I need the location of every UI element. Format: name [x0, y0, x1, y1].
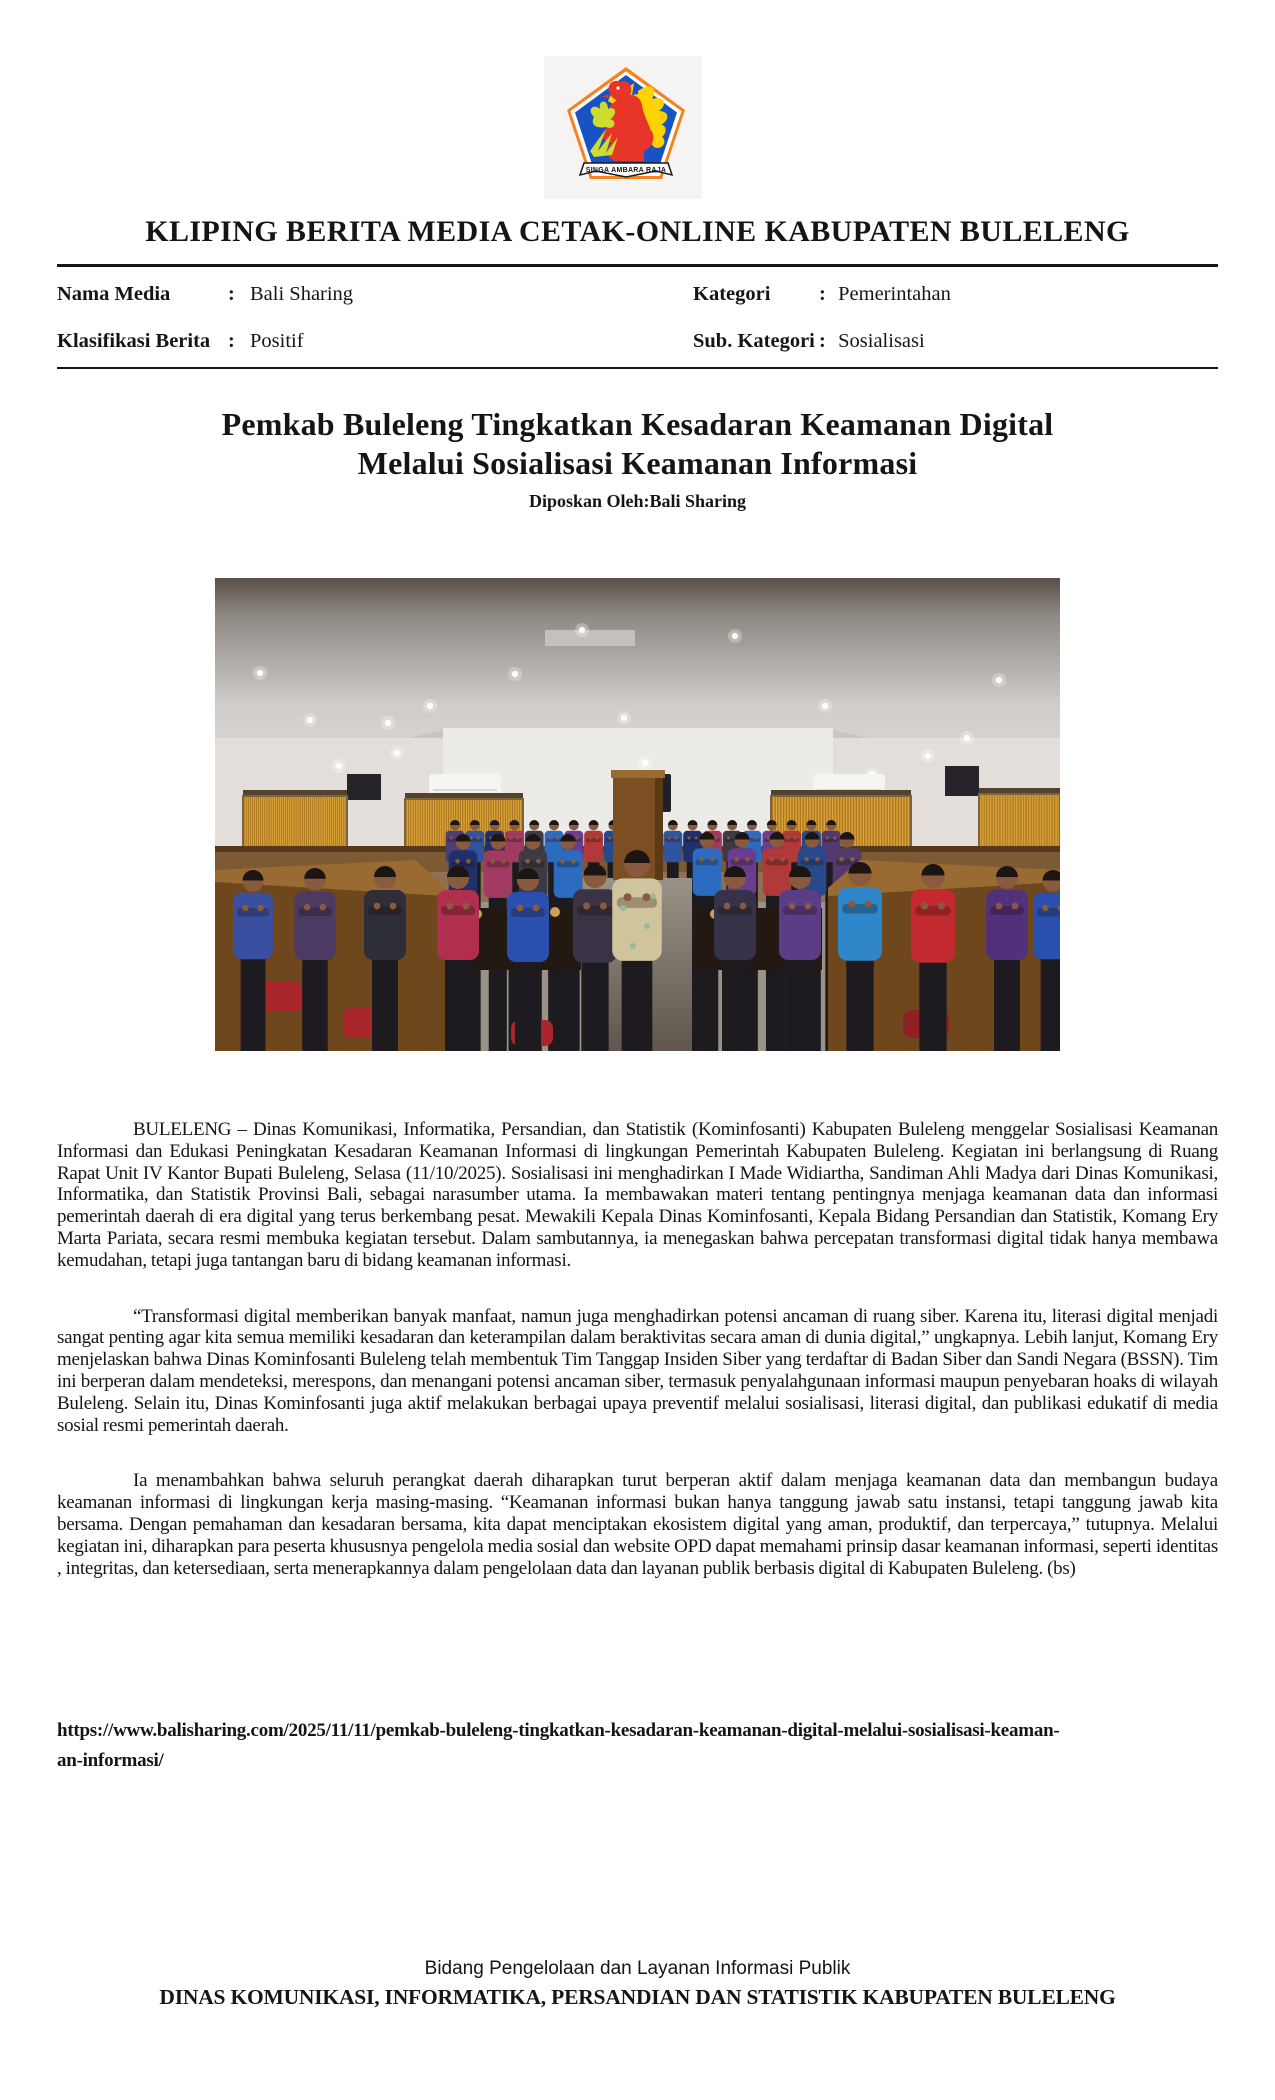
divider-meta: [57, 367, 1218, 369]
meta-label: Sub. Kategori: [693, 330, 815, 352]
meta-value: Bali Sharing: [250, 283, 354, 305]
meta-row-nama-media: [57, 283, 353, 306]
meta-colon: :: [228, 330, 235, 352]
meta-row-sub-kategori: [693, 330, 925, 353]
buleleng-coat-of-arms-icon: [560, 62, 692, 188]
meeting-room-photo-illustration: [215, 578, 1060, 1051]
divider-top: [57, 264, 1218, 267]
article-title: [0, 405, 1275, 483]
article-byline: Diposkan Oleh:Bali Sharing: [528, 491, 747, 511]
article-title-line2: Melalui Sosialisasi Keamanan Informasi: [357, 445, 918, 481]
meta-value: Pemerintahan: [838, 283, 951, 305]
article-body: [57, 1119, 1218, 1613]
meta-value: Sosialisasi: [838, 330, 925, 352]
meta-row-kategori: [693, 283, 951, 306]
paragraph-1: BULELENG – Dinas Komunikasi, Informatika, Persandian, dan Statistik (Kominfosanti) Kabupaten Buleleng menggelar Sosialisasi Keamanan Informasi dan Edukasi Peningkatan Kesadaran Keamanan Informasi di lingkungan Pemerintah Kabupaten Buleleng. Kegiatan ini berlangsung di Ruang Rapat Unit IV Kantor Bupati Buleleng, Selasa (11/10/2025). Sosialisasi ini menghadirkan I Made Widiartha, Sandiman Ahli Madya dari Dinas Komunikasi, Informatika, dan Statistik Provinsi Bali, sebagai narasumber utama. Ia membawakan materi tentang pentingnya menjaga keamanan data dan informasi pemerintah daerah di era digital yang terus berkembang pesat. Mewakili Kepala Dinas Kominfosanti, Kepala Bidang Persandian dan Statistik, Komang Ery Marta Pariata, secara resmi membuka kegiatan tersebut. Dalam sambutannya, ia menegaskan bahwa percepatan transformasi digital tidak hanya membawa kemudahan, tetapi juga tantangan baru di bidang keamanan informasi.: [57, 1119, 1218, 1271]
footer-division: Bidang Pengelolaan dan Layanan Informasi Publik: [424, 1958, 851, 1979]
source-url-line2[interactable]: an-informasi/: [57, 1750, 164, 1771]
meta-colon: :: [819, 283, 826, 305]
article-title-line1: Pemkab Buleleng Tingkatkan Kesadaran Keamanan Digital: [221, 406, 1054, 442]
article-photo: [215, 578, 1060, 1051]
paragraph-3: Ia menambahkan bahwa seluruh perangkat daerah diharapkan turut berperan aktif dalam menjaga keamanan data dan membangun budaya keamanan informasi di lingkungan kerja masing-masing. “Keamanan informasi bukan hanya tanggung jawab satu instansi, tetapi tanggung jawab kita bersama. Dengan pemahaman dan kesadaran bersama, kita dapat menciptakan ekosistem digital yang aman, produktif, dan terpercaya,” tutupnya. Melalui kegiatan ini, diharapkan para peserta khususnya pengelola media sosial dan website OPD dapat memahami prinsip dasar keamanan informasi, seperti identitas , integritas, dan ketersediaan, serta menerapkannya dalam pengelolaan data dan layanan publik berbasis digital di Kabupaten Buleleng. (bs): [57, 1470, 1218, 1579]
source-url-line1[interactable]: https://www.balisharing.com/2025/11/11/pemkab-buleleng-tingkatkan-kesadaran-keamanan-digital-melalui-sosialisasi-keaman-: [57, 1720, 1060, 1741]
document-title: KLIPING BERITA MEDIA CETAK-ONLINE KABUPATEN BULELENG: [145, 215, 1130, 248]
meta-colon: :: [228, 283, 235, 305]
meta-label: Klasifikasi Berita: [57, 330, 211, 352]
meta-label: Kategori: [693, 283, 771, 305]
meta-colon: :: [819, 330, 826, 352]
logo-banner-text: SINGA AMBARA RAJA: [585, 167, 667, 174]
meta-value: Positif: [250, 330, 304, 352]
paragraph-2: “Transformasi digital memberikan banyak manfaat, namun juga menghadirkan potensi ancaman di ruang siber. Karena itu, literasi digital menjadi sangat penting agar kita semua memiliki kesadaran dan keterampilan dalam beraktivitas secara aman di dunia digital,” ungkapnya. Lebih lanjut, Komang Ery menjelaskan bahwa Dinas Kominfosanti Buleleng telah membentuk Tim Tanggap Insiden Siber yang terdaftar di Badan Siber dan Sandi Negara (BSSN). Tim ini berperan dalam mendeteksi, merespons, dan menangani potensi ancaman siber, termasuk penyalahgunaan informasi maupun penyebaran hoaks di wilayah Buleleng. Selain itu, Dinas Kominfosanti juga aktif melakukan berbagai upaya preventif melalui sosialisasi, literasi digital, dan publikasi edukatif di media sosial resmi pemerintah daerah.: [57, 1305, 1218, 1436]
footer-agency: DINAS KOMUNIKASI, INFORMATIKA, PERSANDIAN DAN STATISTIK KABUPATEN BULELENG: [159, 1985, 1116, 2009]
meta-row-klasifikasi-berita: [57, 330, 304, 353]
source-url[interactable]: [57, 1716, 1218, 1776]
meta-label: Nama Media: [57, 283, 171, 305]
